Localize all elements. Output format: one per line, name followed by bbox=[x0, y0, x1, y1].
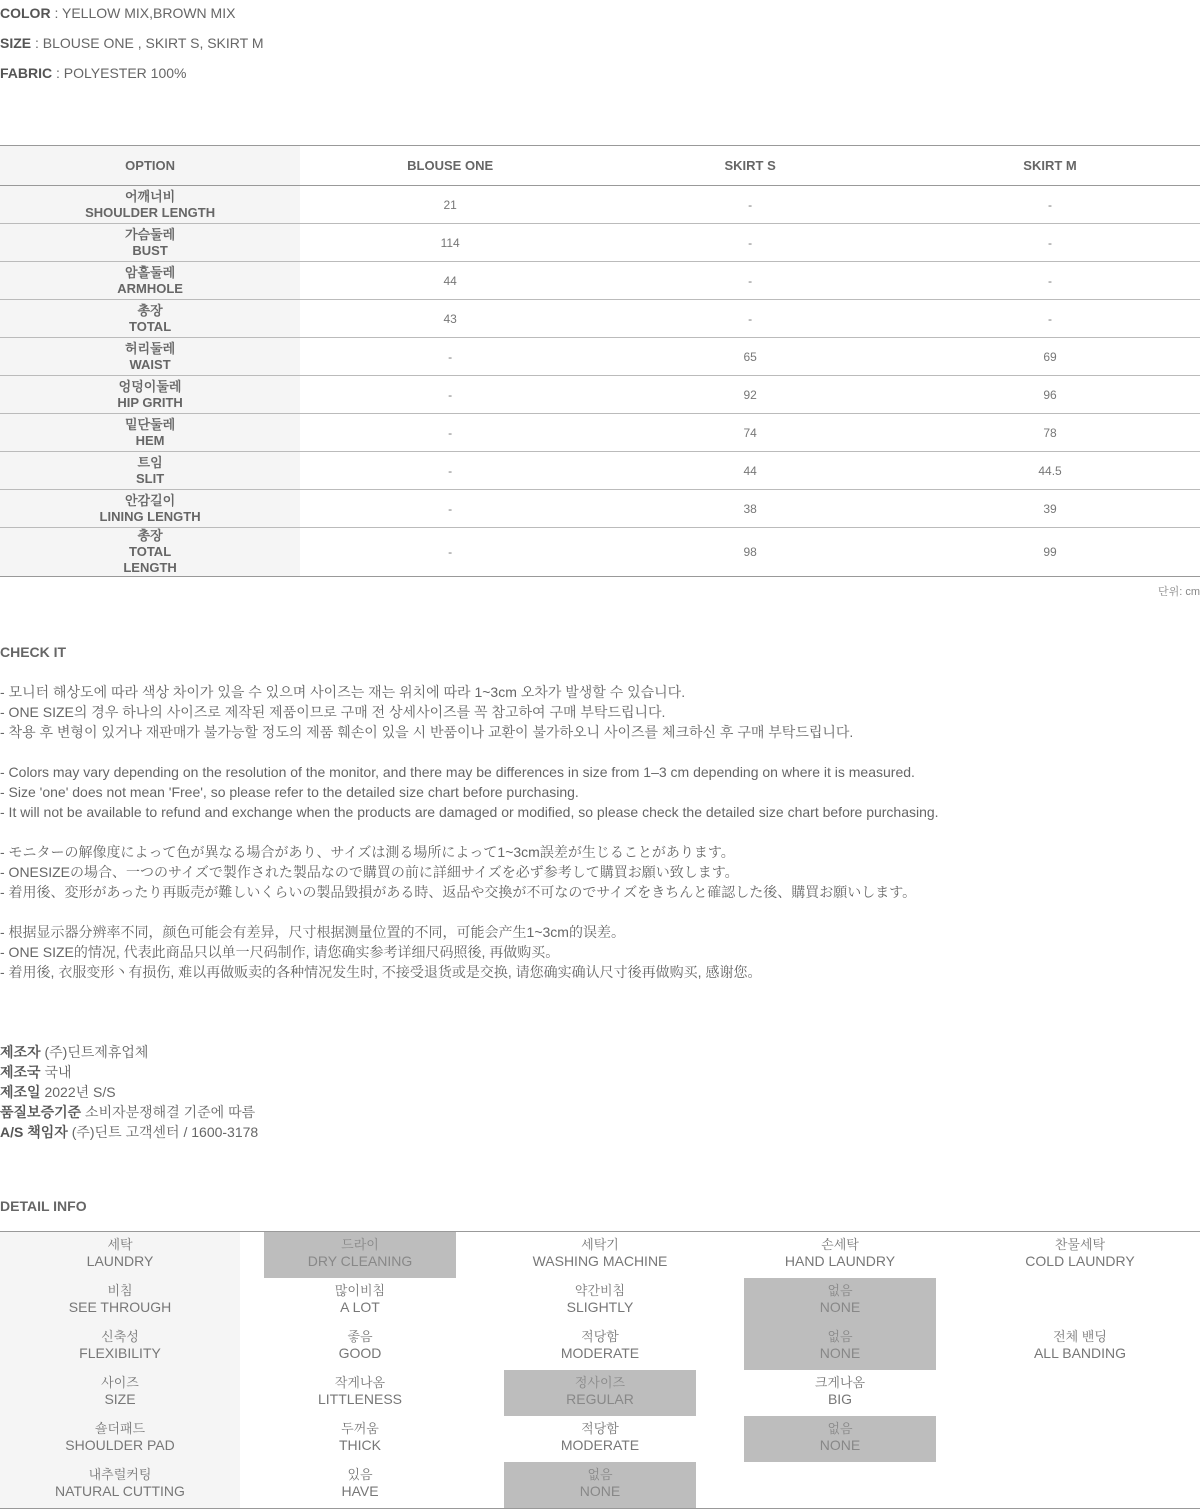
maker-row bbox=[0, 1062, 258, 1082]
detail-label-en: SEE THROUGH bbox=[68, 1299, 172, 1315]
row-label-ko: 허리둘레 bbox=[124, 340, 176, 356]
detail-label-en: BIG bbox=[827, 1391, 853, 1407]
table-row bbox=[0, 376, 1200, 414]
row-label bbox=[0, 452, 300, 490]
spec-color-label: COLOR bbox=[0, 5, 51, 21]
table-cell: - bbox=[300, 338, 600, 376]
detail-label-en: MODERATE bbox=[560, 1437, 640, 1453]
table-cell: - bbox=[600, 224, 900, 262]
maker-row bbox=[0, 1082, 258, 1102]
row-label bbox=[0, 224, 300, 262]
detail-label-ko: 사이즈 bbox=[101, 1375, 139, 1390]
row-label-en: BUST bbox=[132, 242, 168, 258]
detail-option bbox=[264, 1370, 456, 1416]
table-cell: 92 bbox=[600, 376, 900, 414]
maker-label: A/S 책임자 bbox=[0, 1124, 68, 1140]
spec-size-label: SIZE bbox=[0, 35, 32, 51]
table-row bbox=[0, 414, 1200, 452]
detail-option bbox=[504, 1232, 696, 1278]
row-label-ko: 암홀둘레 bbox=[124, 264, 176, 280]
row-label bbox=[0, 338, 300, 376]
maker-value: (주)딘트제휴업체 bbox=[40, 1044, 149, 1060]
header-blouse-one: BLOUSE ONE bbox=[300, 146, 600, 186]
detail-option-selected bbox=[744, 1416, 936, 1462]
table-row bbox=[0, 490, 1200, 528]
row-label-en: HEM bbox=[135, 432, 165, 448]
row-label bbox=[0, 490, 300, 528]
detail-label-ko: 좋음 bbox=[347, 1329, 373, 1344]
spec-size-value: : BLOUSE ONE , SKIRT S, SKIRT M bbox=[31, 35, 264, 51]
detail-label-en: NONE bbox=[819, 1437, 861, 1453]
detail-label-ko: 세탁기 bbox=[581, 1237, 619, 1252]
table-cell: - bbox=[300, 452, 600, 490]
table-cell: 114 bbox=[300, 224, 600, 262]
table-cell: 43 bbox=[300, 300, 600, 338]
detail-label-en: THICK bbox=[339, 1437, 381, 1453]
note-line: - モニターの解像度によって色が異なる場合があり、サイズは測る場所によって1~3cm誤差が生じることがあります。 bbox=[0, 844, 735, 860]
detail-category bbox=[0, 1416, 240, 1462]
detail-label-ko: 없음 bbox=[827, 1421, 853, 1436]
note-line: - ONE SIZE的情况, 代表此商品只以单一尺码制作, 请您确实参考详细尺码照後, 再做购买。 bbox=[0, 944, 560, 960]
table-cell: - bbox=[900, 224, 1200, 262]
table-cell: 21 bbox=[300, 186, 600, 224]
table-cell: - bbox=[900, 262, 1200, 300]
table-cell: 69 bbox=[900, 338, 1200, 376]
row-label-en: SHOULDER LENGTH bbox=[85, 204, 216, 220]
size-table bbox=[0, 145, 1200, 577]
table-row bbox=[0, 528, 1200, 577]
detail-label-ko: 약간비침 bbox=[574, 1283, 626, 1298]
detail-label-en: A LOT bbox=[340, 1299, 380, 1315]
detail-option bbox=[744, 1370, 936, 1416]
check-it-title: CHECK IT bbox=[0, 644, 67, 660]
detail-option-selected bbox=[504, 1370, 696, 1416]
detail-label-en: GOOD bbox=[338, 1345, 382, 1361]
detail-label-ko: 숄더패드 bbox=[94, 1421, 146, 1436]
table-cell: 44 bbox=[300, 262, 600, 300]
row-label-en2: LENGTH bbox=[123, 560, 177, 575]
row-label bbox=[0, 186, 300, 224]
detail-option bbox=[504, 1278, 696, 1324]
detail-label-ko: 크게나옴 bbox=[814, 1375, 866, 1390]
detail-info-grid bbox=[0, 1231, 1200, 1509]
detail-label-ko: 비침 bbox=[107, 1283, 133, 1298]
spec-fabric-label: FABRIC bbox=[0, 65, 53, 81]
maker-value: 소비자분쟁해결 기준에 따름 bbox=[81, 1104, 256, 1120]
note-line: - Colors may vary depending on the resolution of the monitor, and there may be differences in size from 1–3 cm depending on where it is measured. bbox=[0, 764, 915, 780]
detail-label-en: DRY CLEANING bbox=[307, 1253, 413, 1269]
maker-row bbox=[0, 1122, 258, 1142]
detail-row bbox=[0, 1278, 1200, 1324]
detail-option bbox=[264, 1462, 456, 1508]
table-cell: 44 bbox=[600, 452, 900, 490]
detail-row bbox=[0, 1324, 1200, 1370]
row-label bbox=[0, 528, 300, 577]
row-label-en: WAIST bbox=[129, 356, 171, 372]
table-row bbox=[0, 224, 1200, 262]
detail-label-en: HAVE bbox=[341, 1483, 379, 1499]
row-label-en: TOTAL bbox=[129, 544, 172, 559]
table-cell: 96 bbox=[900, 376, 1200, 414]
table-cell: 38 bbox=[600, 490, 900, 528]
detail-label-ko: 손세탁 bbox=[821, 1237, 859, 1252]
table-row bbox=[0, 186, 1200, 224]
detail-label-ko: 내추럴커팅 bbox=[88, 1467, 152, 1482]
header-option: OPTION bbox=[0, 146, 300, 186]
detail-option-selected bbox=[504, 1462, 696, 1508]
detail-category bbox=[0, 1370, 240, 1416]
detail-label-ko: 찬물세탁 bbox=[1054, 1237, 1106, 1252]
detail-label-en: WASHING MACHINE bbox=[532, 1253, 668, 1269]
row-label-ko: 총장 bbox=[137, 528, 163, 543]
row-label-en: TOTAL bbox=[129, 318, 172, 334]
detail-option-selected bbox=[264, 1232, 456, 1278]
note-line: - 着用後、変形があったり再販売が難しいくらいの製品毀損がある時、返品や交換が不可なのでサイズをきちんと確認した後、購買お願いします。 bbox=[0, 884, 917, 900]
detail-row bbox=[0, 1416, 1200, 1462]
detail-label-en: ALL BANDING bbox=[1033, 1345, 1127, 1361]
row-label-ko: 엉덩이둘레 bbox=[118, 378, 182, 394]
row-label-en: ARMHOLE bbox=[117, 280, 183, 296]
row-label-ko: 안감길이 bbox=[124, 492, 176, 508]
detail-label-ko: 적당함 bbox=[581, 1421, 619, 1436]
detail-label-en: MODERATE bbox=[560, 1345, 640, 1361]
note-line: - 모니터 해상도에 따라 색상 차이가 있을 수 있으며 사이즈는 재는 위치에 따라 1~3cm 오차가 발생할 수 있습니다. bbox=[0, 684, 686, 700]
detail-option bbox=[264, 1324, 456, 1370]
spec-fabric-value: : POLYESTER 100% bbox=[52, 65, 187, 81]
detail-label-en: NONE bbox=[819, 1345, 861, 1361]
detail-label-en: FLEXIBILITY bbox=[79, 1345, 161, 1361]
spec-color bbox=[0, 5, 235, 21]
detail-option bbox=[504, 1416, 696, 1462]
table-cell: - bbox=[600, 186, 900, 224]
detail-label-ko: 두꺼움 bbox=[341, 1421, 379, 1436]
header-skirt-m: SKIRT M bbox=[900, 146, 1200, 186]
table-row bbox=[0, 262, 1200, 300]
maker-info bbox=[0, 1042, 258, 1142]
spec-color-value: : YELLOW MIX,BROWN MIX bbox=[50, 5, 236, 21]
detail-label-en: NONE bbox=[819, 1299, 861, 1315]
table-cell: - bbox=[900, 300, 1200, 338]
detail-label-ko: 없음 bbox=[827, 1329, 853, 1344]
detail-label-en: REGULAR bbox=[566, 1391, 634, 1407]
table-row bbox=[0, 338, 1200, 376]
detail-option-selected bbox=[744, 1278, 936, 1324]
detail-label-en: HAND LAUNDRY bbox=[784, 1253, 896, 1269]
size-table-body bbox=[0, 186, 1200, 577]
table-cell: - bbox=[300, 490, 600, 528]
detail-category bbox=[0, 1278, 240, 1324]
detail-category bbox=[0, 1232, 240, 1278]
table-cell: - bbox=[600, 300, 900, 338]
table-cell: - bbox=[300, 376, 600, 414]
table-row bbox=[0, 300, 1200, 338]
maker-value: (주)딘트 고객센터 / 1600-3178 bbox=[67, 1124, 259, 1140]
row-label-ko: 밑단둘레 bbox=[124, 416, 176, 432]
table-cell: 39 bbox=[900, 490, 1200, 528]
detail-label-ko: 신축성 bbox=[101, 1329, 139, 1344]
maker-label: 품질보증기준 bbox=[0, 1104, 82, 1120]
detail-row bbox=[0, 1370, 1200, 1416]
note-line: - It will not be available to refund and exchange when the products are damaged or modified, so please check the detailed size chart before purchasing. bbox=[0, 804, 939, 820]
detail-info-title: DETAIL INFO bbox=[0, 1198, 87, 1214]
table-cell: - bbox=[900, 186, 1200, 224]
detail-label-en: SHOULDER PAD bbox=[65, 1437, 175, 1453]
detail-row bbox=[0, 1232, 1200, 1278]
detail-label-en: SLIGHTLY bbox=[566, 1299, 634, 1315]
note-line: - ONESIZEの場合、一つのサイズで製作された製品なので購買の前に詳細サイズを必ず参考して購買お願い致します。 bbox=[0, 864, 739, 880]
spec-size bbox=[0, 35, 264, 51]
row-label bbox=[0, 262, 300, 300]
detail-label-ko: 없음 bbox=[827, 1283, 853, 1298]
maker-label: 제조일 bbox=[0, 1084, 41, 1100]
detail-label-ko: 정사이즈 bbox=[574, 1375, 626, 1390]
row-label-ko: 트임 bbox=[137, 454, 163, 470]
detail-option bbox=[264, 1416, 456, 1462]
detail-label-ko: 적당함 bbox=[581, 1329, 619, 1344]
table-cell: - bbox=[300, 414, 600, 452]
maker-value: 국내 bbox=[40, 1064, 72, 1080]
detail-label-en: LITTLENESS bbox=[317, 1391, 403, 1407]
unit-note: 단위: cm bbox=[1157, 586, 1200, 598]
row-label-en: LINING LENGTH bbox=[99, 508, 201, 524]
detail-label-ko: 세탁 bbox=[107, 1237, 133, 1252]
table-cell: - bbox=[300, 528, 600, 577]
detail-label-ko: 작게나옴 bbox=[334, 1375, 386, 1390]
table-cell: 98 bbox=[600, 528, 900, 577]
note-line: - 着用後, 衣服变形丶有损伤, 难以再做贩卖的各种情况发生时, 不接受退货或是交换, 请您确实确认尺寸後再做购买, 感谢您。 bbox=[0, 964, 762, 980]
detail-option bbox=[264, 1278, 456, 1324]
check-it-notes bbox=[0, 682, 939, 982]
table-cell: 65 bbox=[600, 338, 900, 376]
detail-option bbox=[744, 1232, 936, 1278]
row-label-ko: 총장 bbox=[137, 302, 163, 318]
table-row bbox=[0, 452, 1200, 490]
maker-label: 제조국 bbox=[0, 1064, 41, 1080]
detail-label-en: NONE bbox=[579, 1483, 621, 1499]
maker-label: 제조자 bbox=[0, 1044, 41, 1060]
maker-value: 2022년 S/S bbox=[40, 1084, 116, 1100]
row-label-ko: 가슴둘레 bbox=[124, 226, 176, 242]
detail-label-ko: 드라이 bbox=[341, 1237, 379, 1252]
detail-label-en: COLD LAUNDRY bbox=[1025, 1253, 1135, 1269]
header-skirt-s: SKIRT S bbox=[600, 146, 900, 186]
detail-label-en: NATURAL CUTTING bbox=[55, 1483, 185, 1499]
detail-label-ko: 없음 bbox=[587, 1467, 613, 1482]
note-line: - 根据显示器分辨率不同，颜色可能会有差异，尺寸根据测量位置的不同，可能会产生1~3cm的误差。 bbox=[0, 924, 625, 940]
detail-row bbox=[0, 1462, 1200, 1508]
row-label-en: SLIT bbox=[135, 470, 165, 486]
table-cell: 74 bbox=[600, 414, 900, 452]
table-cell: - bbox=[600, 262, 900, 300]
note-line: - Size 'one' does not mean 'Free', so please refer to the detailed size chart before purchasing. bbox=[0, 784, 579, 800]
detail-option bbox=[984, 1232, 1176, 1278]
detail-label-ko: 전체 밴딩 bbox=[1053, 1329, 1107, 1344]
row-label bbox=[0, 300, 300, 338]
table-cell: 44.5 bbox=[900, 452, 1200, 490]
row-label-en: HIP GRITH bbox=[117, 394, 183, 410]
table-cell: 99 bbox=[900, 528, 1200, 577]
note-line: - 착용 후 변형이 있거나 재판매가 불가능할 정도의 제품 훼손이 있을 시 반품이나 교환이 불가하오니 사이즈를 체크하신 후 구매 부탁드립니다. bbox=[0, 724, 854, 740]
size-table-header bbox=[0, 146, 1200, 186]
row-label bbox=[0, 414, 300, 452]
detail-label-ko: 많이비침 bbox=[334, 1283, 386, 1298]
table-cell: 78 bbox=[900, 414, 1200, 452]
maker-row bbox=[0, 1042, 258, 1062]
detail-option bbox=[984, 1324, 1176, 1370]
spec-fabric bbox=[0, 65, 186, 81]
detail-label-ko: 있음 bbox=[347, 1467, 373, 1482]
row-label-ko: 어깨너비 bbox=[124, 188, 176, 204]
detail-category bbox=[0, 1462, 240, 1508]
detail-label-en: SIZE bbox=[104, 1391, 136, 1407]
maker-row bbox=[0, 1102, 258, 1122]
detail-option-selected bbox=[744, 1324, 936, 1370]
detail-option bbox=[504, 1324, 696, 1370]
row-label bbox=[0, 376, 300, 414]
note-line: - ONE SIZE의 경우 하나의 사이즈로 제작된 제품이므로 구매 전 상세사이즈를 꼭 참고하여 구매 부탁드립니다. bbox=[0, 704, 666, 720]
detail-category bbox=[0, 1324, 240, 1370]
detail-label-en: LAUNDRY bbox=[86, 1253, 154, 1269]
